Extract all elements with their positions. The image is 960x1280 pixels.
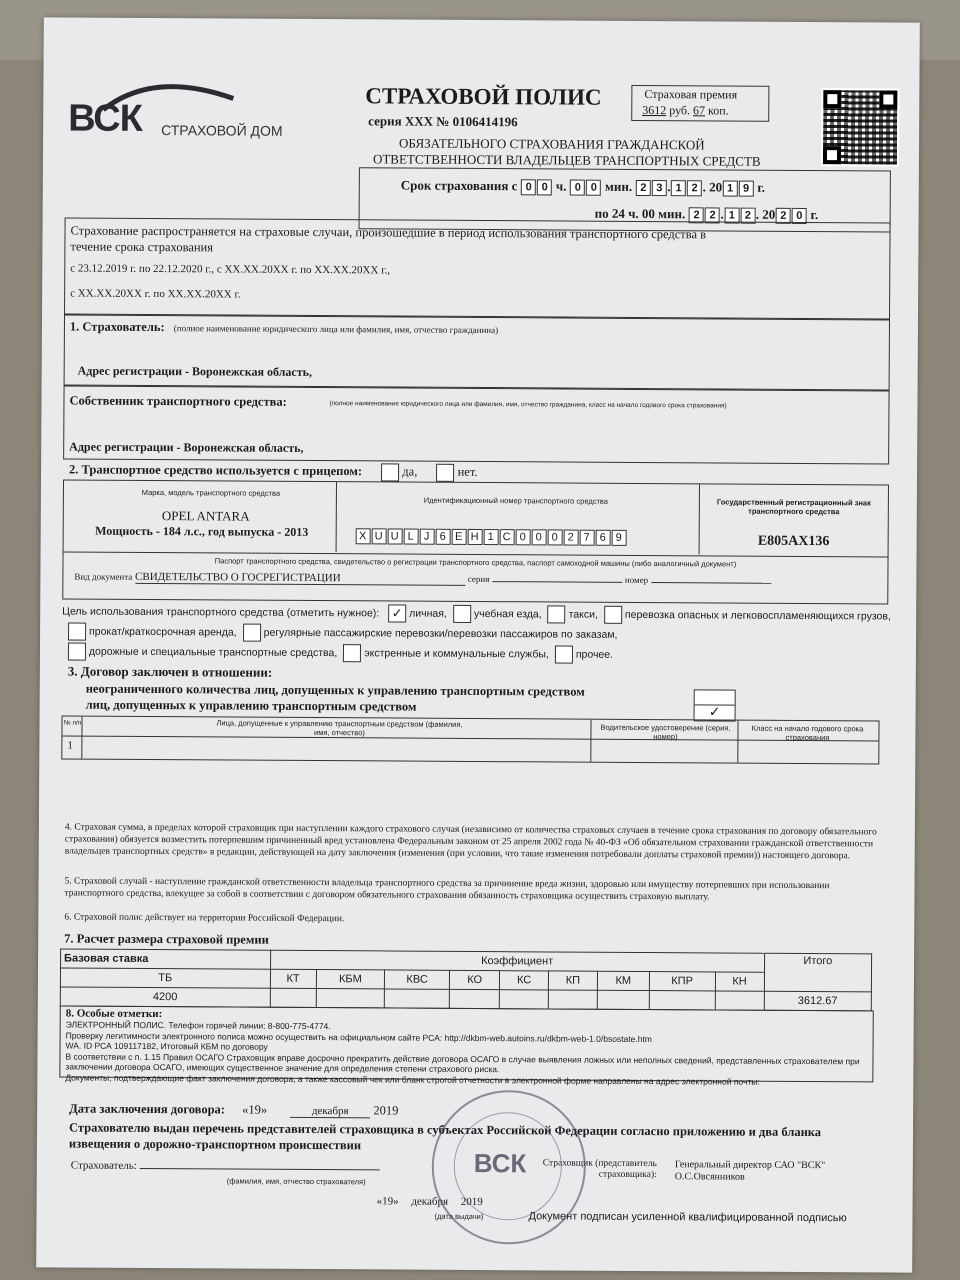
coverage-text-2: течение срока страхования bbox=[70, 239, 214, 255]
calc-col-header: КП bbox=[548, 971, 597, 990]
calc-col-header: КТ bbox=[270, 969, 316, 988]
vin-char: U bbox=[387, 529, 402, 545]
vin-char: 6 bbox=[435, 529, 450, 545]
purpose-label: Цель использования транспортного средства (отметить нужное): bbox=[62, 605, 380, 620]
drivers-col-num: № п/п bbox=[63, 719, 82, 727]
policy-document bbox=[36, 17, 920, 1272]
vin-char: L bbox=[403, 529, 418, 545]
drivers-col-class: Класс на начало годового срока страхования bbox=[751, 723, 864, 743]
calc-col-header: ТБ bbox=[60, 968, 270, 988]
purpose-option[interactable]: экстренные и коммунальные службы, bbox=[343, 647, 549, 660]
calc-label: 7. Расчет размера страховой премии bbox=[64, 931, 269, 947]
vin-char: 0 bbox=[531, 530, 546, 546]
trailer-no-checkbox[interactable] bbox=[436, 464, 454, 482]
premium-calc-table bbox=[60, 948, 872, 1011]
doc-header: Паспорт транспортного средства, свидетельство о регистрации транспортного средства, паспорт самоходной машины (либо аналогичный документ) bbox=[214, 556, 737, 569]
purpose-section bbox=[62, 601, 892, 666]
drivers-col-persons: Лица, допущенные к управлению транспортным средством (фамилия, имя, отчество) bbox=[216, 718, 463, 738]
premium-amount: 3612 руб. 67 коп. bbox=[642, 102, 729, 118]
contract-limited-checkbox[interactable]: ✓ bbox=[708, 705, 721, 721]
vin-char: 0 bbox=[547, 530, 562, 546]
clause-5: 5. Страховой случай - наступление гражданской ответственности владельца транспортного средства за причинение вреда жизни, здоровью или имуществу потерпевших при использовании транспортного средства, влекущее за собой в соответствии с договором обязательного страхования обязанность страховщика осуществить страховую выплату. bbox=[64, 876, 830, 903]
vin-char: U bbox=[371, 529, 386, 545]
vin-char: 6 bbox=[595, 530, 610, 546]
qr-code-icon bbox=[821, 88, 899, 166]
calc-col-header: КВС bbox=[385, 970, 450, 989]
vin-char: C bbox=[499, 529, 514, 545]
trailer-yes-checkbox[interactable] bbox=[381, 463, 399, 481]
vehicle-power: Мощность - 184 л.с., год выпуска - 2013 bbox=[95, 523, 309, 539]
page-title: СТРАХОВОЙ ПОЛИС bbox=[365, 83, 602, 110]
contract-checkboxes bbox=[694, 689, 736, 721]
notes-label: 8. Особые отметки: bbox=[65, 1007, 163, 1021]
calc-coef: Коэффициент bbox=[270, 950, 764, 972]
calc-col-header: КБМ bbox=[316, 970, 385, 989]
purpose-checkbox[interactable] bbox=[343, 644, 361, 662]
vin-char: 2 bbox=[563, 530, 578, 546]
calc-tb-value: 4200 bbox=[60, 987, 270, 1007]
premium-box bbox=[631, 85, 769, 122]
calc-col-header: КС bbox=[500, 971, 549, 990]
purpose-option[interactable]: прокат/краткосрочная аренда, bbox=[68, 625, 237, 638]
issue-date: «19» декабря 2019 bbox=[376, 1195, 483, 1209]
vin-char: 1 bbox=[483, 529, 498, 545]
subtitle-2: ОТВЕТСТВЕННОСТИ ВЛАДЕЛЬЦЕВ ТРАНСПОРТНЫХ СРЕДСТВ bbox=[372, 151, 761, 169]
purpose-checkbox[interactable] bbox=[604, 606, 622, 624]
vin-char: 0 bbox=[515, 530, 530, 546]
doc-row: Вид документа СВИДЕТЕЛЬСТВО О ГОСРЕГИСТРАЦИИ серия номер bbox=[74, 571, 771, 588]
subtitle-1: ОБЯЗАТЕЛЬНОГО СТРАХОВАНИЯ ГРАЖДАНСКОЙ bbox=[399, 135, 705, 153]
signed-note: Документ подписан усиленной квалифицированной подписью bbox=[528, 1210, 847, 1225]
vin-char: H bbox=[467, 529, 482, 545]
vin-number bbox=[355, 527, 627, 547]
contract-label: 3. Договор заключен в отношении: bbox=[67, 663, 273, 680]
vehicle-model: OPEL ANTARA bbox=[161, 508, 250, 524]
purpose-checkbox[interactable] bbox=[555, 646, 573, 664]
owner-address: Адрес регистрации - Воронежская область, bbox=[69, 439, 304, 455]
plate-header: Государственный регистрационный знак транспортного средства bbox=[716, 497, 871, 517]
purpose-option[interactable]: регулярные пассажирские перевозки/перевозки пассажиров по заказам, bbox=[243, 627, 618, 641]
insurer-signature: Страхователь: bbox=[71, 1160, 380, 1174]
purpose-option[interactable]: такси, bbox=[548, 608, 598, 620]
coverage-text: Страхование распространяется на страховые случаи, произошедшие в период использования транспортного средства в bbox=[70, 223, 707, 242]
vin-char: 7 bbox=[579, 530, 594, 546]
contract-limited: лиц, допущенных к управлению транспортным средством bbox=[85, 697, 417, 714]
clause-4: 4. Страховая сумма, в пределах которой страховщик при наступлении каждого страхового случая (независимо от количества страховых случаев в течение срока страхования по договору обязательного страхования) обязуется возместить потерпевшим причиненный вред установлена Федеральным законом от 25 апреля 2002 года № 40-ФЗ «Об обязательном страховании гражданской ответственности владельцев транспортных средств» в редакции, действующей на дату заключения (изменения (при условии, что такие изменения потребовали доплаты страховой премии)) настоящего договора. bbox=[64, 822, 877, 862]
vin-char: J bbox=[419, 529, 434, 545]
drivers-row-num: 1 bbox=[67, 739, 73, 752]
purpose-checkbox[interactable] bbox=[243, 624, 261, 642]
coverage-row-2: с XX.XX.20XX г. по XX.XX.20XX г. bbox=[70, 287, 241, 301]
calc-col-header: КМ bbox=[597, 971, 649, 990]
vin-char: 9 bbox=[611, 530, 626, 546]
purpose-option[interactable]: перевозка опасных и легковоспламеняющихся грузов, bbox=[604, 609, 891, 623]
purpose-option[interactable]: учебная езда, bbox=[453, 608, 542, 621]
term-to: по 24 ч. 00 мин. 2 2 . 1 2 . 20 2 0 г. bbox=[594, 205, 819, 223]
calc-col-header: КО bbox=[450, 970, 500, 989]
issue-date-hint: (дата выдачи) bbox=[434, 1211, 484, 1222]
purpose-checkbox[interactable] bbox=[453, 605, 471, 623]
vin-char: X bbox=[355, 529, 370, 545]
vin-header: Идентификационный номер транспортного средства bbox=[423, 495, 609, 506]
contract-unlimited: неограниченного количества лиц, допущенных к управлению транспортным средством bbox=[85, 681, 585, 699]
purpose-checkbox[interactable] bbox=[68, 623, 86, 641]
purpose-checkbox[interactable] bbox=[68, 643, 86, 661]
owner-hint: (полное наименование юридического лица или фамилия, имя, отчество гражданина, класс на начало годового срока страхования) bbox=[329, 400, 727, 410]
calc-col-header: КПР bbox=[649, 972, 715, 991]
notes-text: ЭЛЕКТРОННЫЙ ПОЛИС. Телефон горячей линии: 8-800-775-4774. Проверку легитимности электронного полиса можно осуществить на официальном сайте РСА: http://dkbm-web.autoins.ru/dkbm-web-1.0/bsostate.htm WA. ID РСА 109117182, Итоговый КБМ по договору В соответствии с п. 1.15 Правил ОСАГО Страховщик вправе досрочно прекратить действие договора ОСАГО в случае выявления ложных или неполных сведений, представленных страхователем при заключении договора ОСАГО, имеющих существенное значение для определения степени страхового риска. Документы, подтверждающие факт заключения договора, а также кассовый чек или бланк строгой отчетности в электронной форме направлены на адрес электронной почты: bbox=[65, 1019, 860, 1087]
policy-series: серия XXX № 0106414196 bbox=[368, 113, 518, 130]
term-from: Срок страхования с 0 0 ч. 0 0 мин. 2 3 . 1 2 . 20 1 9 г. bbox=[400, 177, 766, 195]
signature-hint: (фамилия, имя, отчество страхователя) bbox=[226, 1176, 366, 1187]
purpose-checkbox[interactable]: ✓ bbox=[388, 605, 406, 623]
vin-char: E bbox=[451, 529, 466, 545]
coverage-row-1: с 23.12.2019 г. по 22.12.2020 г., с XX.XX.20XX г. по XX.XX.20XX г., bbox=[70, 262, 391, 277]
model-header: Марка, модель транспортного средства bbox=[141, 487, 281, 498]
calc-col-header: КН bbox=[715, 972, 764, 991]
calc-total-value: 3612.67 bbox=[764, 991, 872, 1011]
company-stamp bbox=[431, 1090, 586, 1245]
clause-6: 6. Страховой полис действует на территории Российской Федерации. bbox=[64, 912, 345, 925]
plate-number: E805AX136 bbox=[757, 533, 830, 550]
issued-statement: Страхователю выдан перечень представителей страховщика в субъектах Российской Федерации согласно приложению и два бланка извещения о дорожно-транспортном происшествии bbox=[68, 1120, 822, 1153]
purpose-option[interactable]: прочее. bbox=[555, 648, 613, 660]
premium-label: Страховая премия bbox=[644, 87, 738, 102]
purpose-checkbox[interactable] bbox=[548, 606, 566, 624]
purpose-option[interactable]: дорожные и специальные транспортные средства, bbox=[68, 645, 337, 659]
stamp-logo: ВСК bbox=[473, 1147, 527, 1179]
logo: ВСК bbox=[68, 97, 142, 140]
calc-base-rate: Базовая ставка bbox=[61, 949, 271, 969]
logo-subtitle: СТРАХОВОЙ ДОМ bbox=[161, 122, 283, 139]
director-title: Генеральный директор САО "ВСК" bbox=[674, 1159, 826, 1172]
purpose-option[interactable]: ✓ личная, bbox=[388, 607, 447, 619]
trailer-row: 2. Транспортное средство используется с прицепом: да, нет. bbox=[69, 461, 478, 481]
insurer-label-row: 1. Страхователь: (полное наименование юридического лица или фамилия, имя, отчество гражданина) bbox=[69, 319, 499, 336]
contract-date: Дата заключения договора: «19» декабря 2019 bbox=[69, 1101, 399, 1118]
director-name: О.С.Овсянников bbox=[674, 1171, 745, 1183]
insurer-address: Адрес регистрации - Воронежская область, bbox=[77, 363, 313, 379]
calc-total-header: Итого bbox=[764, 953, 872, 992]
drivers-col-license: Водительское удостоверение (серия, номер) bbox=[600, 722, 731, 742]
insurer-rep: Страховщик (представитель страховщика): bbox=[542, 1158, 657, 1181]
owner-label: Собственник транспортного средства: bbox=[69, 393, 287, 409]
